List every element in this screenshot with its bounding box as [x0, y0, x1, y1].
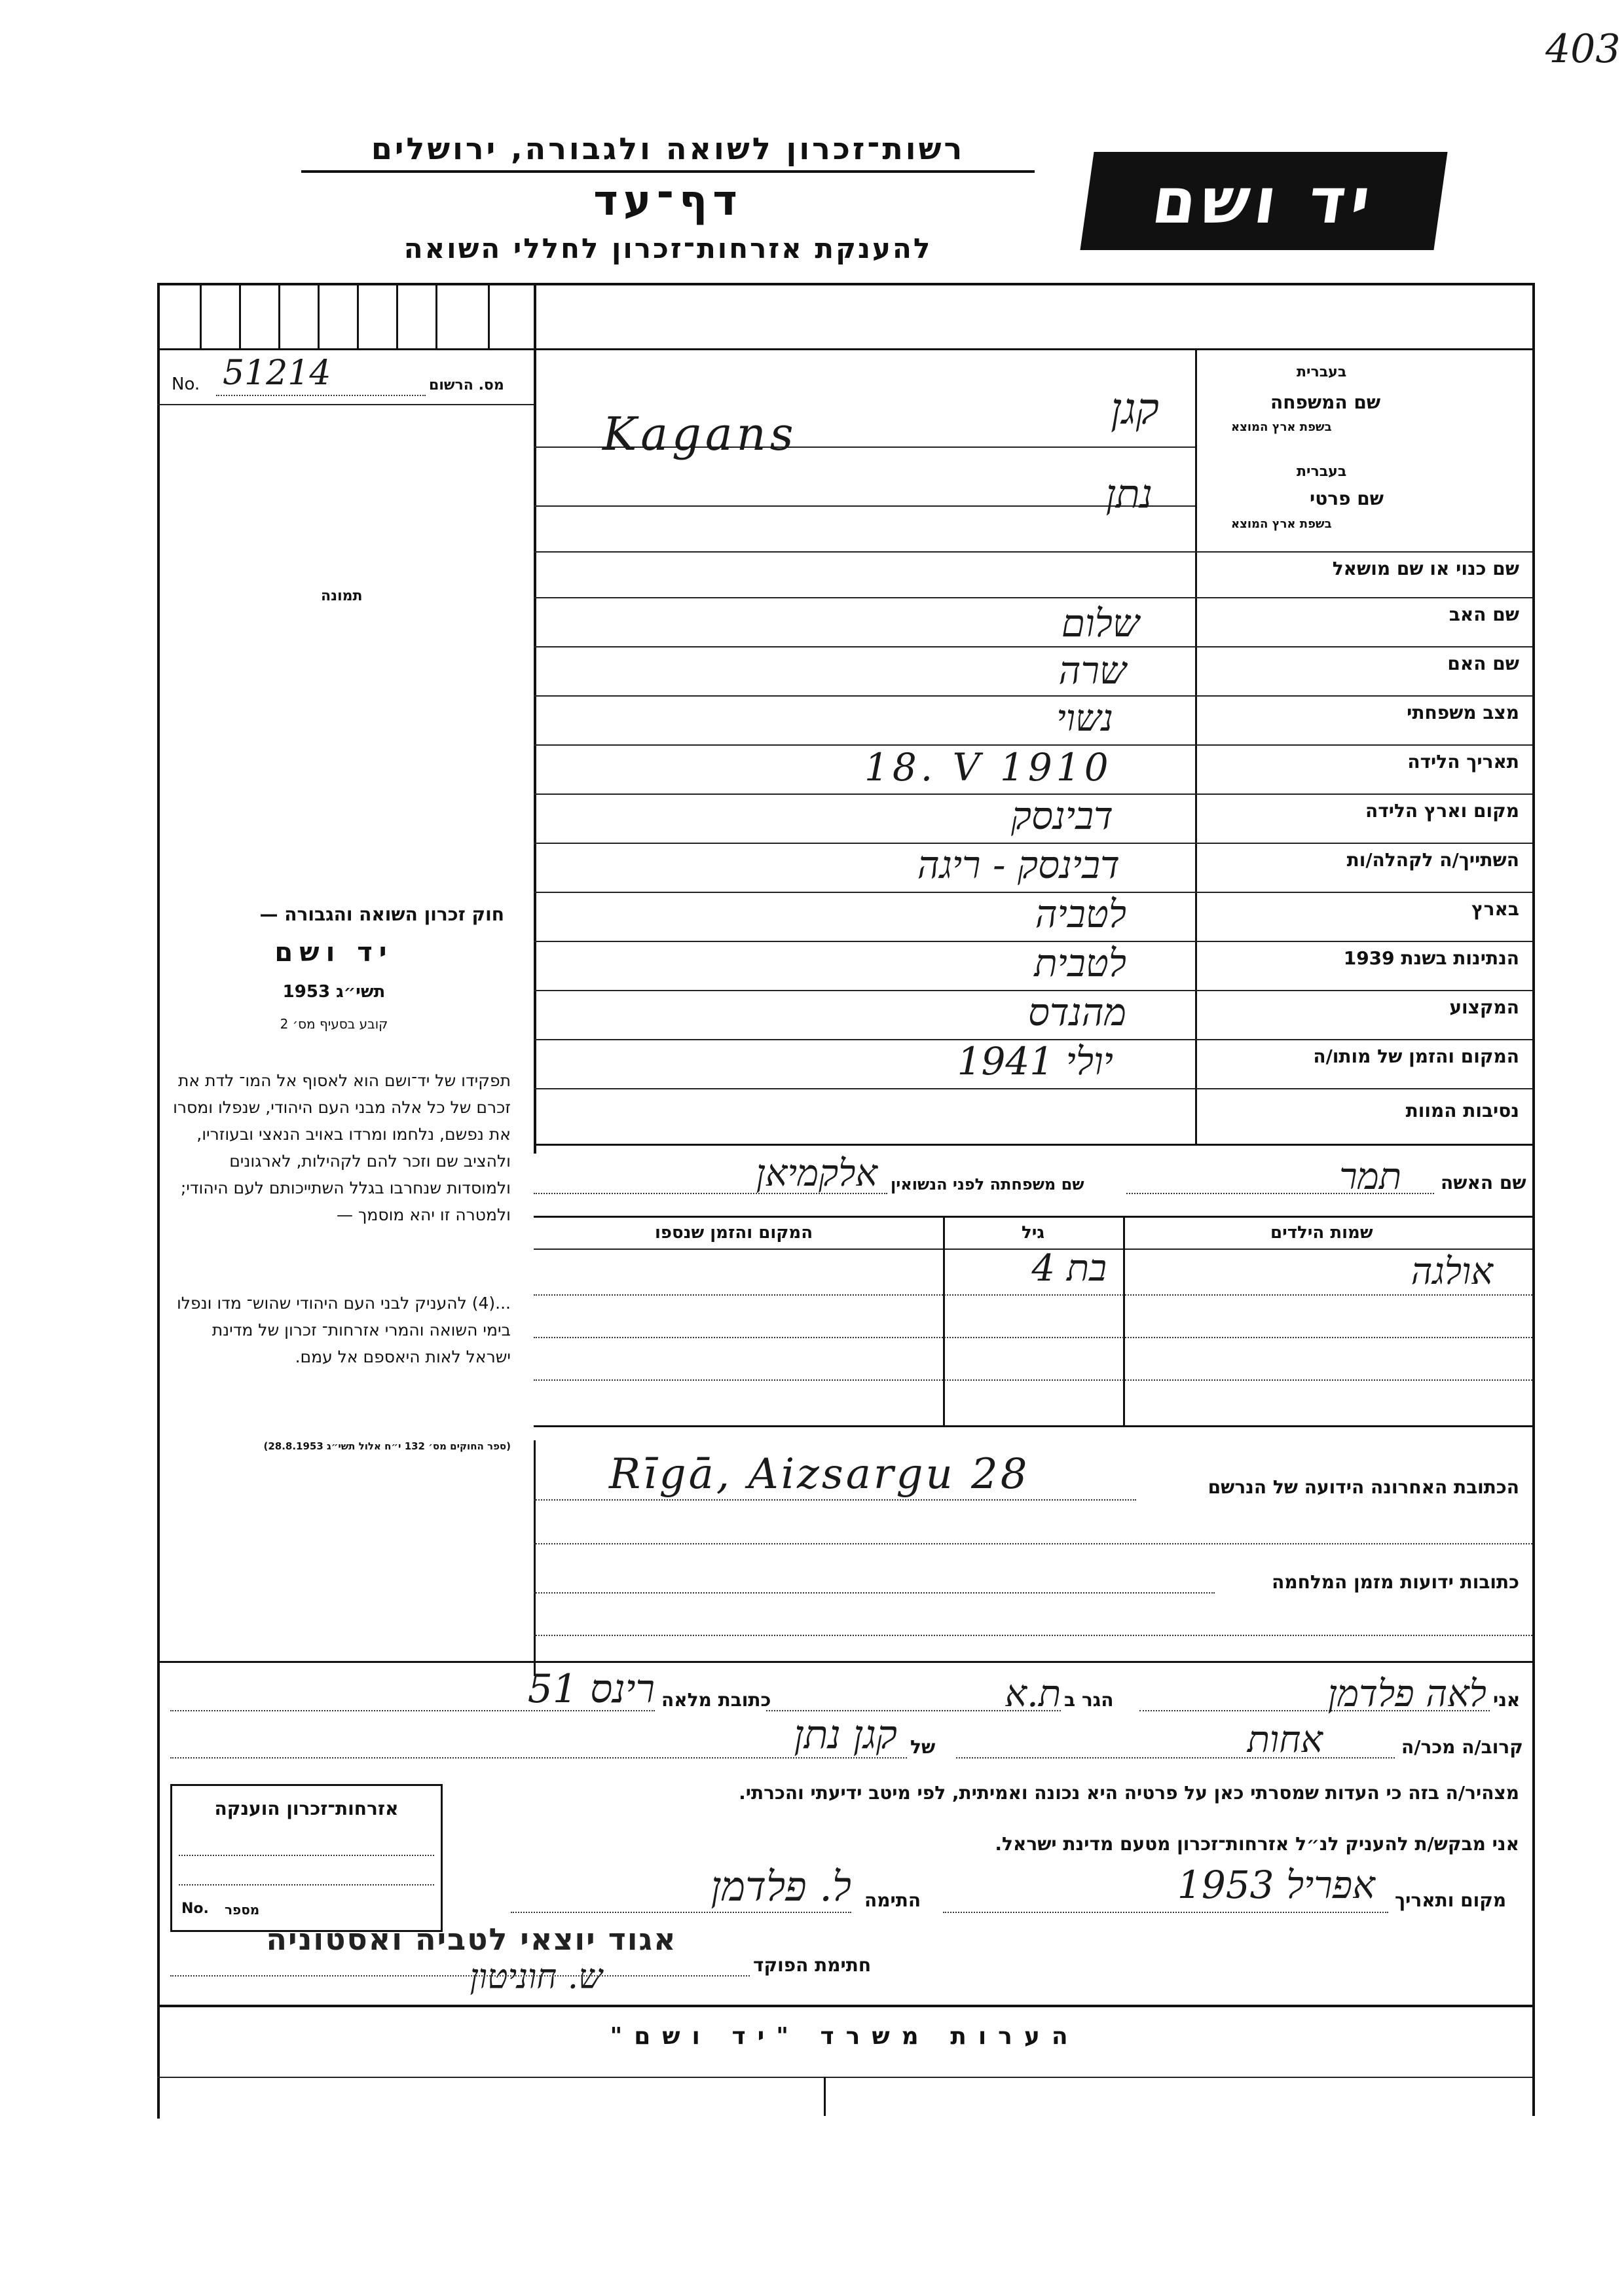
citizenship-box-line-1 [179, 1855, 434, 1856]
form-subtitle: להענקת אזרחות־זכרון לחללי השואה [403, 232, 932, 264]
citizenship-granted-box [170, 1784, 443, 1932]
photo-label: תמונה [321, 588, 363, 604]
place-date-dots [943, 1912, 1388, 1913]
declarant-of-name: קגן נתן [794, 1712, 897, 1758]
declaration-text-2: אני מבקש/ת להעניק לנ״ל אזרחות־זכרון מטעם מדינת ישראל. [995, 1833, 1519, 1855]
top-strip-divider-6 [396, 283, 398, 348]
row-line-5 [534, 646, 1532, 647]
top-strip-divider-4 [318, 283, 320, 348]
declarant-of-label: של [910, 1736, 936, 1758]
birth-date-value: 18. V 1910 [864, 745, 1113, 790]
wife-name-dots [1126, 1193, 1434, 1194]
war-addresses-dots [534, 1592, 1215, 1594]
children-col-divider-1 [943, 1216, 945, 1425]
label-column-divider [1195, 348, 1197, 1144]
children-age-header: גיל [1022, 1223, 1045, 1243]
declarant-relation: אחות [1247, 1719, 1323, 1761]
law-reference: (ספר החוקים מס׳ 132 י״ח אלול תשי״ג 28.8.1953) [263, 1440, 511, 1452]
citizenship-label: הנתינות בשנת 1939 [1343, 947, 1519, 969]
children-names-header: שמות הילדים [1270, 1223, 1373, 1243]
declarant-city-dots [766, 1710, 1061, 1711]
top-strip-divider-8 [488, 283, 490, 348]
registration-he-label: מס. הרשום [429, 377, 504, 393]
declaration-top-line [157, 1661, 1532, 1663]
children-row-dots-3 [534, 1379, 1532, 1381]
top-strip-divider-1 [200, 283, 202, 348]
address-left-divider [534, 1440, 536, 1676]
declaration-text-1: מצהיר/ה בזה כי העדות שמסרתי כאן על פרטיה היא נכונה ואמיתית, לפי מיטב ידיעתי והכרתי. [739, 1782, 1519, 1804]
row-line-15 [534, 1144, 1532, 1146]
row-line-4 [534, 597, 1532, 598]
law-paragraph-1: תפקידו של יד־ושם הוא לאסוף אל המו־ לדת את זכרם של כל אלה מבני העם היהודי, שנפלו ומסרו את נפשם, נלחמו ומרדו באויב הנאצי ובעוזריו, ולהציב שם וזכר להם לקהילות, לארגונים ולמוסדות שנחרבו בגלל השתייכותם לעם היהודי; ולמטרה זו יהא מוסמך — [173, 1071, 511, 1224]
official-signature-label: חתימת הפוקד [753, 1954, 872, 1976]
authority-line: רשות־זכרון לשואה ולגבורה, ירושלים [301, 131, 1035, 173]
corner-page-number: 403 [1545, 26, 1621, 72]
top-strip-divider-2 [239, 283, 241, 348]
children-row-dots-2 [534, 1337, 1532, 1338]
family-name-sub-origin: בשפת ארץ המוצא [1231, 420, 1332, 434]
community-label: השתייך/ה לקהלה/ות [1346, 849, 1519, 871]
wife-name-value: תמר [1339, 1156, 1401, 1198]
children-top-line [534, 1216, 1532, 1218]
signature-dots [511, 1912, 851, 1913]
declarant-signature: ל. פלדמן [710, 1863, 851, 1910]
declarant-relation-dots [956, 1757, 1395, 1758]
logo-text: יד ושם [1147, 164, 1380, 238]
wife-maiden-label: שם משפחתה לפני הנשואין [891, 1175, 1084, 1194]
first-name-sub-hebrew: בעברית [1297, 464, 1347, 480]
wife-name-label: שם האשה [1441, 1172, 1526, 1194]
first-name-label: שם פרטי [1310, 488, 1384, 509]
citizenship-box-line-2 [179, 1884, 434, 1886]
death-value: יולי 1941 [957, 1039, 1113, 1084]
law-title: חוק זכרון השואה והגבורה — [259, 903, 504, 925]
registration-dots [216, 395, 426, 396]
law-paragraph-2: ...(4) להעניק לבני העם היהודי שהוש־ מדו ונפלו בימי השואה והמרי אזרחות־ זכרון של מדינת ישראל לאות היאספם אל עמם. [176, 1294, 511, 1366]
last-address-label: הכתובת האחרונה הידועה של הנרשם [1208, 1476, 1519, 1498]
declarant-lives-label: הגר ב [1064, 1689, 1114, 1711]
row-line-3 [534, 551, 1532, 553]
declarant-of-dots [170, 1757, 907, 1758]
children-row-dots-1 [534, 1294, 1532, 1296]
death-label: המקום והזמן של מותו/ה [1313, 1046, 1519, 1067]
form-right-border [1532, 283, 1535, 2116]
first-name-sub-origin: בשפת ארץ המוצא [1231, 517, 1332, 531]
official-signature: ש. חוניטון [470, 1958, 602, 1997]
row-line-6 [534, 695, 1532, 697]
top-strip-line [157, 348, 1532, 350]
first-name-hebrew: נתן [1105, 471, 1153, 517]
address-dots-4 [534, 1635, 1532, 1636]
signature-label: התימה [864, 1889, 921, 1911]
children-place-header: המקום והזמן שנספו [655, 1223, 813, 1243]
mother-value: שרה [1058, 648, 1126, 693]
profession-label: המקצוע [1449, 996, 1519, 1018]
remarks-title: הערות משרד "יד ושם" [610, 2023, 1080, 2050]
declarant-address: רינס 51 [527, 1666, 655, 1712]
left-column-divider [534, 283, 536, 1154]
birth-place-value: דבינסק [1011, 793, 1113, 838]
law-year: תשי״ג 1953 [282, 982, 386, 1002]
country-value: לטביה [1035, 892, 1126, 936]
war-addresses-label: כתובות ידועות מזמן המלחמה [1272, 1571, 1519, 1593]
father-value: שלום [1061, 601, 1139, 646]
place-date-value: אפריל 1953 [1177, 1863, 1375, 1907]
photo-top-line [157, 404, 534, 405]
top-strip-divider-3 [278, 283, 280, 348]
declarant-address-label: כתובת מלאה [661, 1689, 771, 1711]
children-bottom-line [534, 1425, 1532, 1427]
declarant-city: ת.א [1005, 1673, 1061, 1715]
top-strip-divider-5 [357, 283, 359, 348]
declarant-address-dots [170, 1710, 655, 1711]
death-circumstances-label: נסיבות המוות [1405, 1100, 1519, 1121]
last-address-value: Rīgā, Aizsargu 28 [609, 1450, 1030, 1499]
place-date-label: מקום ותאריך [1395, 1889, 1507, 1911]
official-stamp: אגוד יוצאי לטביה ואסטוניה [266, 1922, 677, 1957]
address-dots-2 [534, 1543, 1532, 1544]
yad-vashem-logo [1080, 152, 1447, 250]
citizenship-box-no: No. [181, 1901, 209, 1917]
profession-value: מהנדס [1027, 990, 1126, 1034]
declarant-relation-label: קרוב/ה מכר/ה [1401, 1736, 1523, 1758]
declarant-name-dots [1139, 1710, 1490, 1711]
community-value: דבינסק - ריגה [917, 843, 1120, 887]
family-name-sub-hebrew: בעברית [1297, 364, 1347, 380]
declarant-ani: אני [1493, 1689, 1521, 1711]
top-strip-divider-7 [435, 283, 437, 348]
child-age: בת 4 [1031, 1247, 1107, 1290]
nickname-label: שם כנוי או שם מושאל [1332, 558, 1519, 579]
birth-place-label: מקום וארץ הלידה [1365, 800, 1519, 822]
official-signature-dots [170, 1975, 750, 1977]
birth-date-label: תאריך הלידה [1407, 751, 1519, 773]
registration-no-label: No. [172, 374, 200, 394]
family-name-foreign: Kagans [602, 407, 798, 461]
row-line-14 [534, 1088, 1532, 1089]
marital-value: נשוי [1056, 697, 1113, 740]
remarks-divider [824, 2077, 826, 2116]
child-name: אולגה [1411, 1250, 1493, 1293]
family-name-hebrew: קגן [1111, 384, 1159, 434]
wife-maiden-dots [534, 1193, 887, 1194]
registration-number: 51214 [223, 354, 331, 393]
mother-label: שם האם [1447, 653, 1519, 674]
citizenship-value: לטבית [1034, 941, 1126, 985]
marital-label: מצב משפחתי [1407, 702, 1519, 723]
law-name: יד ושם [274, 938, 394, 968]
country-label: בארץ [1471, 898, 1519, 920]
declarant-name: לאה פלדמן [1327, 1673, 1486, 1715]
last-address-dots [534, 1499, 1136, 1501]
family-name-label: שם המשפחה [1270, 392, 1381, 413]
form-title: דף־עד [593, 177, 743, 225]
citizenship-box-no-he: מספר [225, 1902, 260, 1918]
law-clause: קובע בסעיף מס׳ 2 [280, 1016, 388, 1032]
wife-maiden-value: אלקמיאן [756, 1152, 877, 1195]
citizenship-box-title: אזרחות־זכרון הוענקה [214, 1798, 399, 1819]
remarks-top-line [157, 2005, 1532, 2007]
children-col-divider-2 [1123, 1216, 1125, 1425]
remarks-line [157, 2077, 1532, 2078]
father-label: שם האב [1449, 604, 1519, 625]
